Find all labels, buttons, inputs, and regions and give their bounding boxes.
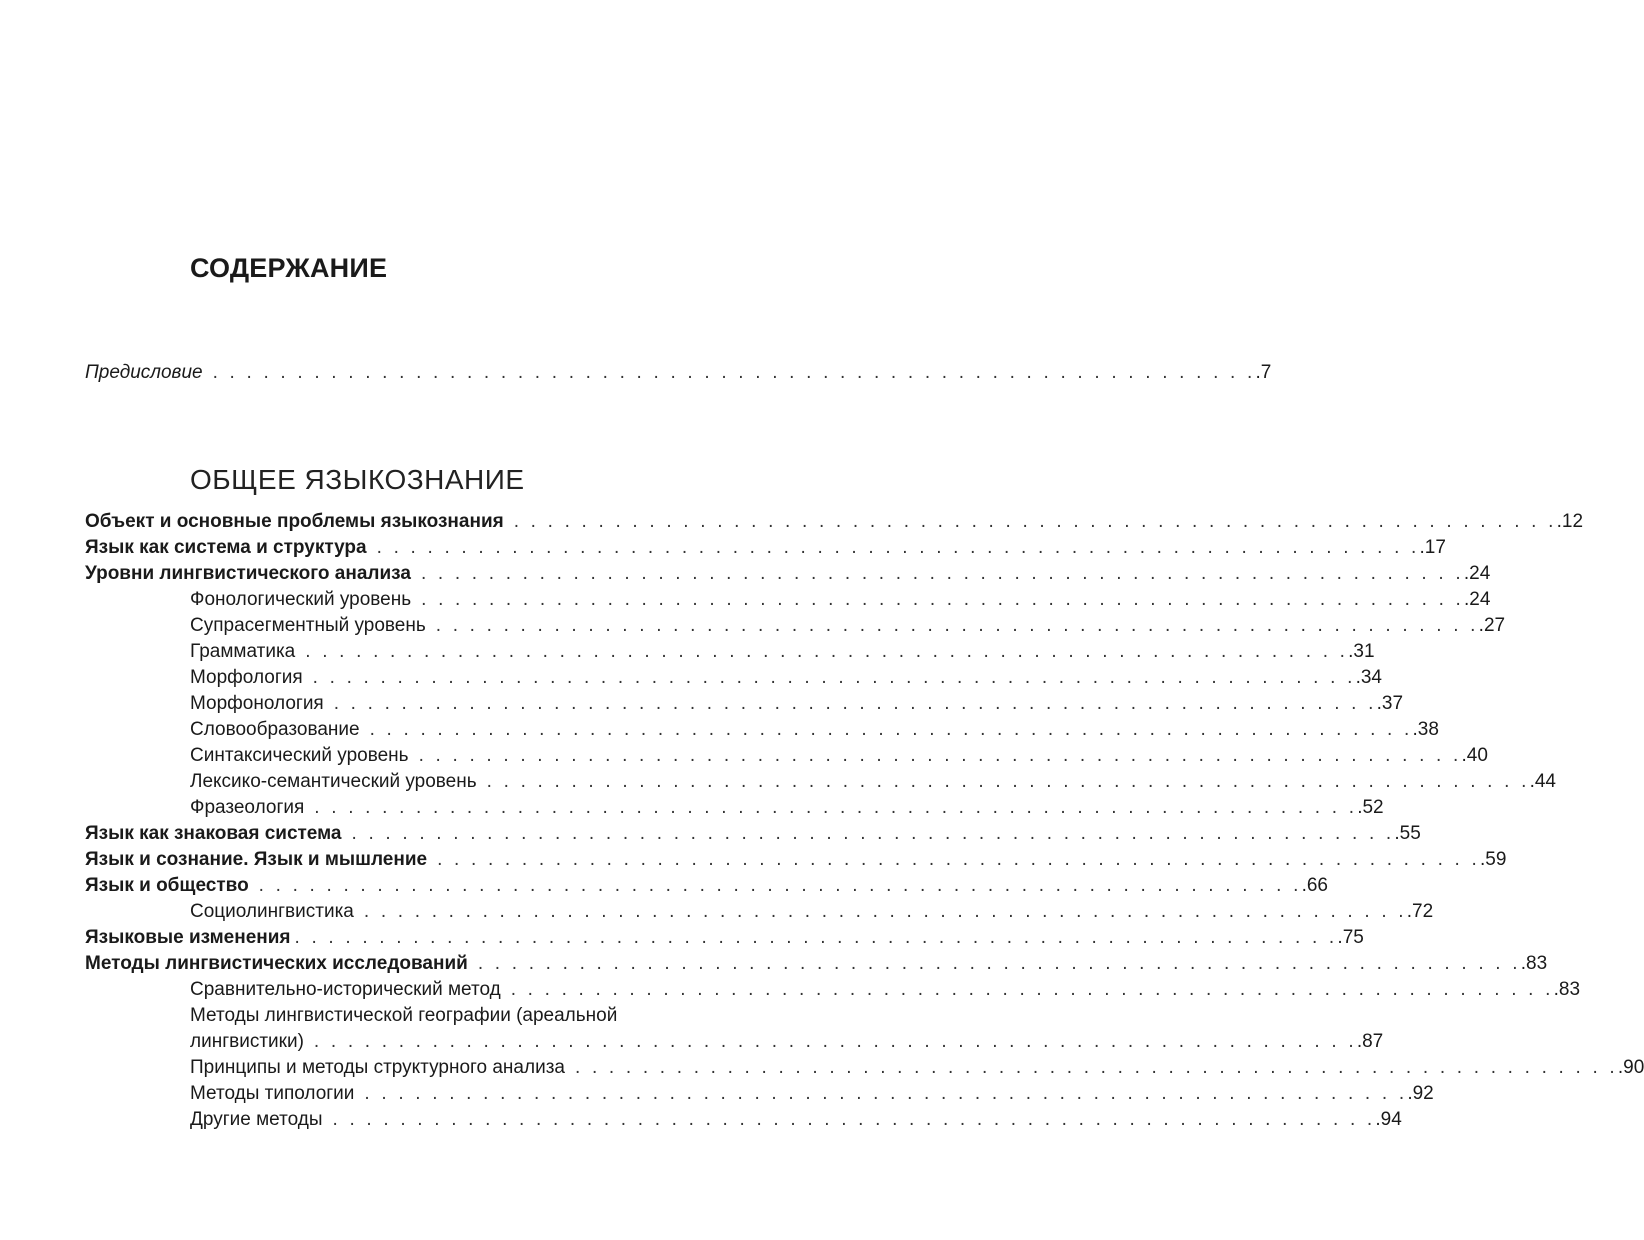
toc-page-number: .75	[1337, 927, 1364, 948]
dot-leader: . . . . . . . . . . . . . . . . . . . . . . . . . . . . . . . . . . . . . . . . . . . . . . . . . . . . . . . . . . . . . .	[435, 615, 1479, 636]
dot-leader: . . . . . . . . . . . . . . . . . . . . . . . . . . . . . . . . . . . . . . . . . . . . . . . . . . . . . . . . . . . . . .	[313, 1031, 1357, 1052]
toc-entry-title: Грамматика	[190, 641, 296, 662]
toc-entry-title: Социолингвистика	[190, 901, 354, 922]
toc-page-number: .90	[1617, 1057, 1644, 1078]
toc-entry[interactable]	[190, 977, 1581, 1003]
toc-page-number: .52	[1357, 797, 1384, 818]
toc-page-number: .44	[1529, 771, 1556, 792]
toc-entry-title: Морфология	[190, 667, 303, 688]
toc-entry[interactable]	[85, 925, 1364, 951]
dot-leader: . . . . . . . . . . . . . . . . . . . . . . . . . . . . . . . . . . . . . . . . . . . . . . . . . . . . . . . . . . . . . .	[510, 979, 1554, 1000]
toc-entry-title: Языковые изменения	[85, 927, 291, 948]
toc-entry-title: Язык и общество	[85, 875, 249, 896]
toc-page-number: .24	[1463, 563, 1491, 584]
toc-entry-title: Объект и основные проблемы языкознания	[85, 511, 504, 532]
toc-entry[interactable]	[85, 821, 1421, 847]
toc-page-number: .17	[1419, 537, 1446, 558]
toc-page-number: .40	[1461, 745, 1488, 766]
toc-page-number: .34	[1355, 667, 1382, 688]
toc-entry[interactable]	[190, 691, 1404, 717]
dot-leader: . . . . . . . . . . . . . . . . . . . . . . . . . . . . . . . . . . . . . . . . . . . . . . . . . . . . . . . . . . . . . .	[418, 745, 1462, 766]
toc-entry[interactable]	[190, 1081, 1434, 1107]
toc-page-number: .94	[1375, 1109, 1402, 1130]
toc-entry-title: Словообразование	[190, 719, 360, 740]
toc-entry[interactable]	[190, 1029, 1384, 1055]
toc-page-number: .37	[1376, 693, 1404, 714]
toc-page-number: .87	[1356, 1031, 1384, 1052]
toc-page-number: .83	[1553, 979, 1581, 1000]
toc-page-number: .38	[1412, 719, 1439, 740]
toc-entry[interactable]	[85, 509, 1584, 535]
toc-entry-title: Супрасегментный уровень	[190, 615, 426, 636]
toc-entry[interactable]	[190, 587, 1491, 613]
toc-entry[interactable]	[85, 561, 1491, 587]
toc-entry[interactable]	[190, 613, 1506, 639]
dot-leader: . . . . . . . . . . . . . . . . . . . . . . . . . . . . . . . . . . . . . . . . . . . . . . . . . . . . . . . . . . . . . .	[376, 537, 1420, 558]
toc-entry-title: Фонологический уровень	[190, 589, 412, 610]
toc-entry[interactable]	[190, 717, 1439, 743]
toc-page-number: .7	[1255, 362, 1272, 383]
toc-entry-title: Сравнительно-исторический метод	[190, 979, 501, 1000]
toc-entry[interactable]	[85, 951, 1548, 977]
toc-entry-title: Уровни лингвистического анализа	[85, 563, 411, 584]
toc-entry[interactable]	[85, 535, 1446, 561]
dot-leader: . . . . . . . . . . . . . . . . . . . . . . . . . . . . . . . . . . . . . . . . . . . . . . . . . . . . . . . . . . . . . .	[351, 823, 1395, 844]
toc-page-number: .24	[1464, 589, 1491, 610]
toc-page-number: .66	[1301, 875, 1328, 896]
dot-leader: . . . . . . . . . . . . . . . . . . . . . . . . . . . . . . . . . . . . . . . . . . . . . . . . . . . . . . . . . . . . . .	[369, 719, 1413, 740]
toc-page-number: .92	[1407, 1083, 1434, 1104]
toc-entry[interactable]	[190, 639, 1375, 665]
dot-leader: . . . . . . . . . . . . . . . . . . . . . . . . . . . . . . . . . . . . . . . . . . . . . . . . . . . . . . . . . . . . . .	[314, 797, 1358, 818]
toc-page-number: .12	[1556, 511, 1584, 532]
toc-entry[interactable]	[190, 899, 1434, 925]
toc-entry[interactable]	[190, 1055, 1644, 1081]
dot-leader: . . . . . . . . . . . . . . . . . . . . . . . . . . . . . . . . . . . . . . . . . . . . . . . . . . . . . . . . . . . . . .	[486, 771, 1530, 792]
toc-page-number: .72	[1406, 901, 1434, 922]
toc-entry-title: лингвистики)	[190, 1031, 304, 1052]
toc-entry-title: Морфонология	[190, 693, 324, 714]
dot-leader: . . . . . . . . . . . . . . . . . . . . . . . . . . . . . . . . . . . . . . . . . . . . . . . . . . . . . . . . . . . . . .	[420, 563, 1464, 584]
dot-leader: . . . . . . . . . . . . . . . . . . . . . . . . . . . . . . . . . . . . . . . . . . . . . . . . . . . . . . . . . . . . . .	[333, 693, 1377, 714]
toc-page-number: .31	[1348, 641, 1375, 662]
toc-entry[interactable]	[85, 873, 1328, 899]
toc-entry-title: Другие методы	[190, 1109, 323, 1130]
toc-entry-title: Лексико-семантический уровень	[190, 771, 477, 792]
dot-leader: . . . . . . . . . . . . . . . . . . . . . . . . . . . . . . . . . . . . . . . . . . . . . . . . . . . . . . . . . . . . . .	[363, 901, 1407, 922]
toc-entry-title: Синтаксический уровень	[190, 745, 409, 766]
toc-entry-title: Фразеология	[190, 797, 305, 818]
toc-entry-title: Принципы и методы структурного анализа	[190, 1057, 565, 1078]
toc-entry[interactable]	[190, 795, 1384, 821]
dot-leader: . . . . . . . . . . . . . . . . . . . . . . . . . . . . . . . . . . . . . . . . . . . . . . . . . . . . . . . . . . . . . .	[477, 953, 1521, 974]
toc-page-number: .59	[1479, 849, 1507, 870]
toc-entry-title: Язык как система и структура	[85, 537, 367, 558]
toc-entry-title-line1[interactable]: Методы лингвистической географии (ареальной	[190, 1005, 618, 1026]
toc-page-number: .27	[1478, 615, 1506, 636]
page-title: СОДЕРЖАНИЕ	[190, 253, 388, 283]
dot-leader: . . . . . . . . . . . . . . . . . . . . . . . . . . . . . . . . . . . . . . . . . . . . . . . . . . . . . . . . . . . . . .	[258, 875, 1302, 896]
dot-leader: . . . . . . . . . . . . . . . . . . . . . . . . . . . . . . . . . . . . . . . . . . . . . . . . . . . . . . . . . . . . . .	[574, 1057, 1618, 1078]
toc-entry-title: Язык как знаковая система	[85, 823, 342, 844]
dot-leader: . . . . . . . . . . . . . . . . . . . . . . . . . . . . . . . . . . . . . . . . . . . . . . . . . . . . . . . . . . . . . .	[364, 1083, 1408, 1104]
toc-entry-title: Предисловие	[85, 362, 203, 383]
dot-leader: . . . . . . . . . . . . . . . . . . . . . . . . . . . . . . . . . . . . . . . . . . . . . . . . . . . . . . . . . . . . . .	[513, 511, 1557, 532]
toc-entry[interactable]	[190, 743, 1488, 769]
toc-entry[interactable]	[190, 665, 1382, 691]
toc-entry-title: Методы типологии	[190, 1083, 355, 1104]
dot-leader: . . . . . . . . . . . . . . . . . . . . . . . . . . . . . . . . . . . . . . . . . . . . . . . . . . . . . . . . . . . . . .	[305, 641, 1349, 662]
toc-entry[interactable]	[85, 847, 1507, 873]
dot-leader: . . . . . . . . . . . . . . . . . . . . . . . . . . . . . . . . . . . . . . . . . . . . . . . . . . . . . . . . . . . . . .	[212, 362, 1256, 383]
dot-leader: . . . . . . . . . . . . . . . . . . . . . . . . . . . . . . . . . . . . . . . . . . . . . . . . . . . . . . . . . . . . . .	[294, 927, 1338, 948]
toc-page-number: .83	[1520, 953, 1548, 974]
toc-entry-preface[interactable]	[85, 360, 1272, 386]
dot-leader: . . . . . . . . . . . . . . . . . . . . . . . . . . . . . . . . . . . . . . . . . . . . . . . . . . . . . . . . . . . . . .	[421, 589, 1465, 610]
dot-leader: . . . . . . . . . . . . . . . . . . . . . . . . . . . . . . . . . . . . . . . . . . . . . . . . . . . . . . . . . . . . . .	[437, 849, 1480, 870]
toc-page-number: .55	[1394, 823, 1421, 844]
toc-entry-title: Методы лингвистических исследований	[85, 953, 468, 974]
dot-leader: . . . . . . . . . . . . . . . . . . . . . . . . . . . . . . . . . . . . . . . . . . . . . . . . . . . . . . . . . . . . . .	[312, 667, 1356, 688]
toc-entry[interactable]	[190, 1107, 1402, 1133]
section-title: ОБЩЕЕ ЯЗЫКОЗНАНИЕ	[190, 464, 525, 495]
toc-entry[interactable]	[190, 769, 1556, 795]
toc-entry-title: Язык и сознание. Язык и мышление	[85, 849, 428, 870]
dot-leader: . . . . . . . . . . . . . . . . . . . . . . . . . . . . . . . . . . . . . . . . . . . . . . . . . . . . . . . . . . . . . .	[332, 1109, 1376, 1130]
